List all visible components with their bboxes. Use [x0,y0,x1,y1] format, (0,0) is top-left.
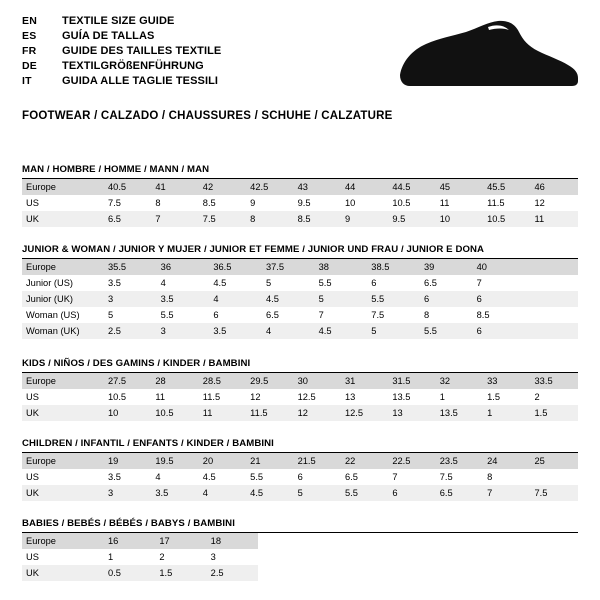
size-table-junior-woman [22,259,578,339]
cell: 2.5 [207,565,258,581]
section-title-man: MAN / HOMBRE / HOMME / MANN / MAN [22,164,578,179]
language-title: TEXTILGRÖßENFÜHRUNG [62,60,204,72]
cell: 3.5 [104,469,151,485]
row-label: UK [22,565,104,581]
cell [525,307,578,323]
cell: 5.5 [315,275,368,291]
cell: 12 [294,405,341,421]
cell: 8.5 [294,211,341,227]
cell: 38.5 [367,259,420,275]
language-code: DE [22,60,37,72]
cell: 5.5 [420,323,473,339]
cell: 17 [155,533,206,549]
cell: 1 [483,405,530,421]
cell: 11 [531,211,578,227]
table-row [22,533,258,549]
cell: 42 [199,179,246,195]
cell: 6.5 [262,307,315,323]
cell: 4 [199,485,246,501]
cell [525,259,578,275]
cell: 6 [294,469,341,485]
cell: 46 [531,179,578,195]
table-row [22,291,578,307]
size-table-kids [22,373,578,421]
cell: 5.5 [367,291,420,307]
cell [525,323,578,339]
cell: 7 [473,275,526,291]
cell: 4 [262,323,315,339]
cell: 11 [151,389,198,405]
cell: 18 [207,533,258,549]
row-label: Europe [22,179,104,195]
cell: 3.5 [151,485,198,501]
cell: 11.5 [246,405,293,421]
cell: 6.5 [104,211,151,227]
section-man [22,164,578,227]
cell: 7.5 [367,307,420,323]
table-row [22,195,578,211]
cell: 4.5 [209,275,262,291]
cell: 23.5 [436,453,483,469]
cell: 40.5 [104,179,151,195]
cell: 16 [104,533,155,549]
cell: 13.5 [436,405,483,421]
cell: 10 [104,405,151,421]
cell: 8 [246,211,293,227]
cell: 31.5 [388,373,435,389]
cell: 5 [367,323,420,339]
cell: 41 [151,179,198,195]
row-label: Woman (UK) [22,323,104,339]
language-code: ES [22,30,37,42]
cell: 10 [341,195,388,211]
row-label: UK [22,211,104,227]
cell: 0.5 [104,565,155,581]
cell: 10.5 [388,195,435,211]
cell: 27.5 [104,373,151,389]
cell: 5 [315,291,368,307]
category-title: FOOTWEAR / CALZADO / CHAUSSURES / SCHUHE / CALZATURE [22,110,393,122]
cell: 5.5 [246,469,293,485]
row-label: Europe [22,259,104,275]
cell: 33 [483,373,530,389]
cell: 12.5 [341,405,388,421]
cell: 42.5 [246,179,293,195]
cell: 40 [473,259,526,275]
cell: 8 [483,469,530,485]
cell: 31 [341,373,388,389]
cell: 33.5 [531,373,578,389]
table-row [22,307,578,323]
cell: 38 [315,259,368,275]
cell: 8 [151,195,198,211]
table-row [22,549,258,565]
language-title: GUÍA DE TALLAS [62,30,155,42]
section-title-babies: BABIES / BEBÉS / BÉBÉS / BABYS / BAMBINI [22,518,578,533]
table-row [22,179,578,195]
dress-shoe-icon [392,18,582,96]
cell: 8.5 [199,195,246,211]
cell: 6 [209,307,262,323]
cell: 8 [420,307,473,323]
cell: 5.5 [341,485,388,501]
cell [531,469,578,485]
cell: 11.5 [483,195,530,211]
cell: 13 [341,389,388,405]
cell: 3 [104,485,151,501]
cell: 6 [473,291,526,307]
cell: 7.5 [104,195,151,211]
cell: 13.5 [388,389,435,405]
cell: 44 [341,179,388,195]
table-row [22,259,578,275]
cell: 9 [341,211,388,227]
cell: 3 [207,549,258,565]
cell: 9.5 [294,195,341,211]
cell: 3.5 [104,275,157,291]
cell: 2 [531,389,578,405]
cell: 5.5 [157,307,210,323]
row-label: Junior (UK) [22,291,104,307]
table-row [22,485,578,501]
cell: 5 [262,275,315,291]
language-code: EN [22,15,37,27]
table-row [22,469,578,485]
cell: 1 [436,389,483,405]
cell: 24 [483,453,530,469]
cell: 7 [483,485,530,501]
cell: 35.5 [104,259,157,275]
cell: 1.5 [483,389,530,405]
language-title: GUIDE DES TAILLES TEXTILE [62,45,222,57]
cell: 21 [246,453,293,469]
cell: 9 [246,195,293,211]
cell: 4.5 [315,323,368,339]
row-label: Woman (US) [22,307,104,323]
cell: 22.5 [388,453,435,469]
row-label: US [22,549,104,565]
cell: 7.5 [531,485,578,501]
cell [525,291,578,307]
cell: 28.5 [199,373,246,389]
row-label: US [22,469,104,485]
cell: 2 [155,549,206,565]
cell: 12 [246,389,293,405]
cell: 11 [436,195,483,211]
cell: 2.5 [104,323,157,339]
cell: 30 [294,373,341,389]
cell: 7.5 [199,211,246,227]
cell: 28 [151,373,198,389]
cell: 21.5 [294,453,341,469]
table-row [22,275,578,291]
cell: 12 [531,195,578,211]
section-babies [22,518,578,581]
language-title: TEXTILE SIZE GUIDE [62,15,175,27]
cell: 43 [294,179,341,195]
cell: 6 [367,275,420,291]
cell: 3 [104,291,157,307]
row-label: Europe [22,533,104,549]
cell: 32 [436,373,483,389]
cell: 3 [157,323,210,339]
table-row [22,453,578,469]
table-row [22,211,578,227]
table-row [22,565,258,581]
row-label: Junior (US) [22,275,104,291]
language-code: IT [22,75,32,87]
section-title-kids: KIDS / NIÑOS / DES GAMINS / KINDER / BAMBINI [22,358,578,373]
cell: 45.5 [483,179,530,195]
cell: 8.5 [473,307,526,323]
section-title-junior-woman: JUNIOR & WOMAN / JUNIOR Y MUJER / JUNIOR ET FEMME / JUNIOR UND FRAU / JUNIOR E DONA [22,244,578,259]
cell: 4 [209,291,262,307]
cell: 3.5 [209,323,262,339]
row-label: Europe [22,373,104,389]
cell: 20 [199,453,246,469]
row-label: UK [22,485,104,501]
cell: 36 [157,259,210,275]
cell: 4.5 [262,291,315,307]
cell: 7 [315,307,368,323]
row-label: US [22,195,104,211]
cell: 4 [151,469,198,485]
cell: 6 [420,291,473,307]
section-children [22,438,578,501]
table-row [22,373,578,389]
cell: 36.5 [209,259,262,275]
cell: 45 [436,179,483,195]
cell: 7.5 [436,469,483,485]
cell: 37.5 [262,259,315,275]
cell: 6.5 [420,275,473,291]
section-kids [22,358,578,421]
language-title: GUIDA ALLE TAGLIE TESSILI [62,75,219,87]
size-table-man [22,179,578,227]
cell [525,275,578,291]
cell: 7 [151,211,198,227]
cell: 1 [104,549,155,565]
cell: 6 [473,323,526,339]
section-title-children: CHILDREN / INFANTIL / ENFANTS / KINDER / BAMBINI [22,438,578,453]
cell: 5 [294,485,341,501]
cell: 29.5 [246,373,293,389]
cell: 13 [388,405,435,421]
cell: 11 [199,405,246,421]
row-label: Europe [22,453,104,469]
cell: 9.5 [388,211,435,227]
cell: 6.5 [436,485,483,501]
cell: 10.5 [151,405,198,421]
section-junior-woman [22,244,578,339]
cell: 10 [436,211,483,227]
size-table-children [22,453,578,501]
language-code: FR [22,45,37,57]
cell: 12.5 [294,389,341,405]
table-row [22,405,578,421]
size-table-babies [22,533,258,581]
cell: 3.5 [157,291,210,307]
cell: 6.5 [341,469,388,485]
cell: 10.5 [104,389,151,405]
table-row [22,389,578,405]
row-label: UK [22,405,104,421]
cell: 44.5 [388,179,435,195]
cell: 11.5 [199,389,246,405]
cell: 1.5 [155,565,206,581]
cell: 4 [157,275,210,291]
cell: 5 [104,307,157,323]
cell: 10.5 [483,211,530,227]
cell: 25 [531,453,578,469]
row-label: US [22,389,104,405]
cell: 19 [104,453,151,469]
cell: 4.5 [199,469,246,485]
cell: 39 [420,259,473,275]
cell: 7 [388,469,435,485]
cell: 1.5 [531,405,578,421]
cell: 6 [388,485,435,501]
cell: 4.5 [246,485,293,501]
cell: 22 [341,453,388,469]
table-row [22,323,578,339]
cell: 19.5 [151,453,198,469]
